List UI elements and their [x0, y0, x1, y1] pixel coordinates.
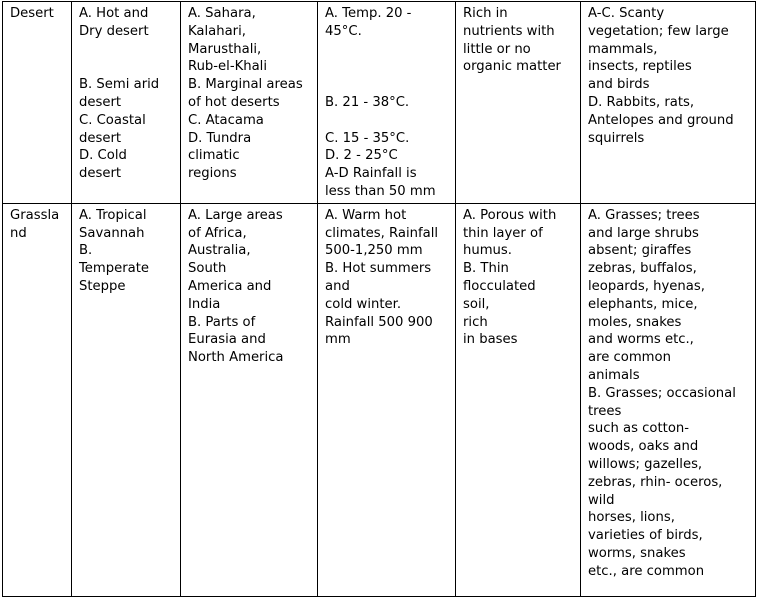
cell-text-line: A. Hot and — [79, 6, 149, 21]
blank-line — [79, 41, 176, 59]
cell-text-line: America and — [188, 278, 272, 294]
cell-text-line: and large shrubs — [588, 225, 699, 241]
cell-text-line: moles, snakes — [588, 314, 682, 330]
cell-text-line: C. 15 - 35°C. — [325, 130, 410, 146]
cell-text-line: willows; gazelles, — [588, 456, 703, 472]
cell-text-line: A. Sahara, — [188, 6, 256, 21]
cell-flora-fauna — [581, 2, 756, 204]
cell-text-line: horses, lions, — [588, 510, 675, 526]
cell-text-line: B. Semi arid — [79, 77, 160, 93]
cell-text-line: regions — [188, 166, 237, 182]
cell-text-line: are common — [588, 350, 671, 366]
cell-text-line: D. Cold — [79, 148, 127, 164]
cell-text-line: squirrels — [588, 130, 645, 146]
cell-text-line: Rich in — [463, 6, 508, 21]
cell-text-line: Rainfall 500 900 — [325, 314, 433, 330]
cell-text-line: rich — [463, 314, 488, 330]
cell-text-line: A-D Rainfall is — [325, 166, 417, 182]
cell-biome-type — [72, 2, 181, 204]
blank-line — [325, 41, 451, 59]
cell-climate — [318, 203, 456, 596]
cell-text-line: mammals, — [588, 41, 658, 57]
cell-biome-type — [72, 203, 181, 596]
cell-text-line: D. Rabbits, rats, — [588, 94, 695, 110]
cell-text-line: B. 21 - 38°C. — [325, 94, 410, 110]
cell-text-line: desert — [79, 166, 122, 182]
cell-text-line: insects, reptiles — [588, 59, 692, 75]
cell-text-line: A. Grasses; trees — [588, 207, 700, 223]
cell-text-line: and worms etc., — [588, 332, 694, 348]
cell-text-line: thin layer of — [463, 225, 543, 241]
cell-text-line: D. 2 - 25°C — [325, 148, 398, 164]
cell-text-line: climates, Rainfall — [325, 225, 439, 241]
cell-text-line: B. Parts of — [188, 314, 256, 330]
cell-text-line: varieties of birds, — [588, 528, 703, 544]
cell-text-line: Australia, — [188, 243, 251, 259]
table-row-grassland — [3, 203, 756, 596]
cell-text-line: India — [188, 296, 221, 312]
cell-text-line: C. Coastal — [79, 112, 146, 128]
cell-text-line: C. Atacama — [188, 112, 264, 128]
cell-text-line: B. — [79, 243, 93, 259]
cell-text-line: soil, — [463, 296, 490, 312]
cell-flora-fauna — [581, 203, 756, 596]
cell-biome-name — [3, 203, 72, 596]
cell-soil — [456, 203, 581, 596]
cell-text-line: of Africa, — [188, 225, 247, 241]
cell-text-line: desert — [79, 130, 122, 146]
biome-table-body — [3, 2, 756, 597]
cell-text-line: Temperate — [79, 261, 150, 277]
blank-line — [325, 76, 451, 94]
cell-text-line: desert — [79, 94, 122, 110]
cell-text-line: Marusthali, — [188, 41, 262, 57]
cell-text-line: mm — [325, 332, 351, 348]
cell-text-line: trees — [588, 403, 622, 419]
cell-text-line: Antelopes and ground — [588, 112, 734, 128]
cell-text-line: B. Marginal areas — [188, 77, 303, 93]
cell-text-line: nutrients with — [463, 23, 555, 39]
cell-soil — [456, 2, 581, 204]
cell-distribution — [181, 203, 318, 596]
cell-text-line: animals — [588, 367, 640, 383]
cell-text-line: and birds — [588, 77, 650, 93]
cell-text-line: organic matter — [463, 59, 561, 75]
cell-distribution — [181, 2, 318, 204]
cell-text-line: zebras, buffalos, — [588, 261, 697, 277]
cell-text-line: A. Porous with — [463, 207, 557, 223]
cell-text-line: little or no — [463, 41, 531, 57]
cell-text-line: A. Tropical — [79, 207, 147, 223]
biome-table — [2, 1, 756, 597]
cell-text-line: wild — [588, 492, 615, 508]
cell-text-line: woods, oaks and — [588, 439, 699, 455]
cell-text-line: B. Grasses; occasional — [588, 385, 736, 401]
cell-text-line: Rub-el-Khali — [188, 59, 268, 75]
cell-climate — [318, 2, 456, 204]
cell-text-line: 45°C. — [325, 23, 362, 39]
cell-text-line: Steppe — [79, 278, 126, 294]
cell-text-line: South — [188, 261, 227, 277]
blank-line — [325, 112, 451, 130]
cell-text-line: less than 50 mm — [325, 183, 436, 199]
cell-text-line: Kalahari, — [188, 23, 246, 39]
cell-text-line: 500-1,250 mm — [325, 243, 423, 259]
table-row-desert — [3, 2, 756, 204]
cell-text-line: of hot deserts — [188, 94, 280, 110]
cell-text-line: Desert — [10, 6, 54, 21]
cell-text-line: absent; giraffes — [588, 243, 692, 259]
cell-biome-name — [3, 2, 72, 204]
cell-text-line: A. Temp. 20 - — [325, 6, 412, 21]
cell-text-line: climatic — [188, 148, 240, 164]
cell-text-line: Eurasia and — [188, 332, 266, 348]
cell-text-line: A-C. Scanty — [588, 6, 665, 21]
cell-text-line: D. Tundra — [188, 130, 252, 146]
cell-text-line: A. Large areas — [188, 207, 283, 223]
cell-text-line: Savannah — [79, 225, 145, 241]
blank-line — [325, 58, 451, 76]
blank-line — [79, 58, 176, 76]
cell-text-line: Dry desert — [79, 23, 149, 39]
cell-text-line: such as cotton- — [588, 421, 690, 437]
cell-text-line: B. Thin — [463, 261, 509, 277]
cell-text-line: B. Hot summers — [325, 261, 432, 277]
cell-text-line: elephants, mice, — [588, 296, 698, 312]
cell-text-line: humus. — [463, 243, 512, 259]
cell-text-line: nd — [10, 225, 27, 241]
cell-text-line: A. Warm hot — [325, 207, 407, 223]
cell-text-line: flocculated — [463, 278, 536, 294]
cell-text-line: Grassla — [10, 207, 60, 223]
cell-text-line: worms, snakes — [588, 545, 686, 561]
cell-text-line: zebras, rhin- oceros, — [588, 474, 723, 490]
cell-text-line: and — [325, 278, 350, 294]
cell-text-line: in bases — [463, 332, 518, 348]
cell-text-line: vegetation; few large — [588, 23, 729, 39]
cell-text-line: etc., are common — [588, 563, 705, 579]
cell-text-line: North America — [188, 350, 284, 366]
cell-text-line: cold winter. — [325, 296, 402, 312]
cell-text-line: leopards, hyenas, — [588, 278, 705, 294]
